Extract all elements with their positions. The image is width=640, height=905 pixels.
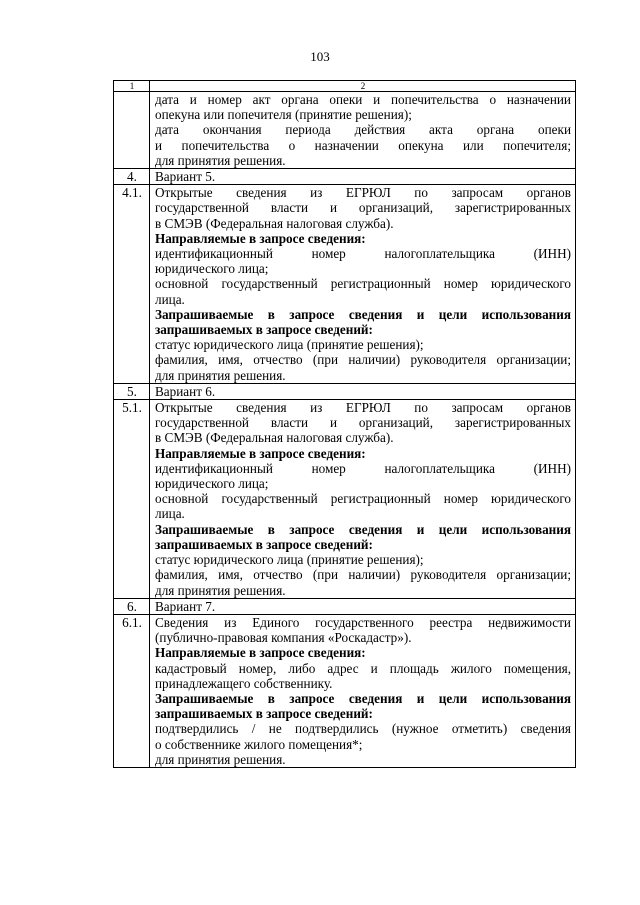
row-content (150, 185, 576, 384)
row-number: 5. (114, 383, 150, 399)
row-number: 6.1. (114, 614, 150, 767)
section-heading-line: Направляемые в запросе сведения: (155, 445, 366, 461)
section-heading-line: запрашиваемых в запросе сведений: (155, 322, 373, 338)
text-line: для принятия решения. (155, 751, 286, 767)
text-line: фамилия, имя, отчество (при наличии) руководителя организации; (155, 567, 571, 583)
text-line: (публично-правовая компания «Роскадастр»). (155, 630, 412, 646)
row-number: 6. (114, 598, 150, 614)
text-line: юридического лица; (155, 476, 269, 492)
text-line: в СМЭВ (Федеральная налоговая служба). (155, 430, 394, 446)
text-line: Вариант 7. (155, 598, 216, 614)
section-heading-line: Направляемые в запросе сведения: (155, 645, 366, 661)
document-table (113, 80, 576, 768)
text-line: лица. (155, 291, 185, 307)
text-line: лица. (155, 506, 185, 522)
row-content (150, 92, 576, 169)
text-line: государственной власти и организаций, зарегистрированных (155, 415, 571, 431)
text-line: принадлежащего собственнику. (155, 675, 333, 691)
text-line: для принятия решения. (155, 582, 286, 598)
row-content (150, 383, 576, 399)
text-line: Вариант 5. (155, 169, 216, 185)
header-col-1: 1 (114, 81, 150, 92)
section-heading-line: Запрашиваемые в запросе сведения и цели использования (155, 306, 571, 322)
text-line: опекуна или попечителя (принятие решения); (155, 107, 412, 123)
text-line: идентификационный номер налогоплательщика (ИНН) (155, 460, 571, 476)
row-content (150, 400, 576, 599)
table-row (114, 169, 576, 185)
row-number (114, 92, 150, 169)
table-row (114, 92, 576, 169)
text-line: статус юридического лица (принятие решения); (155, 337, 424, 353)
text-line: в СМЭВ (Федеральная налоговая служба). (155, 215, 394, 231)
text-line: Открытые сведения из ЕГРЮЛ по запросам органов (155, 400, 571, 416)
text-line: основной государственный регистрационный номер юридического (155, 491, 571, 507)
text-line: Открытые сведения из ЕГРЮЛ по запросам органов (155, 185, 571, 201)
text-line: статус юридического лица (принятие решения); (155, 552, 424, 568)
table-row (114, 614, 576, 767)
section-heading-line: Направляемые в запросе сведения: (155, 230, 366, 246)
text-line: для принятия решения. (155, 367, 286, 383)
text-line: кадастровый номер, либо адрес и площадь жилого помещения, (155, 660, 571, 676)
text-line: Сведения из Единого государственного реестра недвижимости (155, 614, 571, 630)
text-line: основной государственный регистрационный номер юридического (155, 276, 571, 292)
table-row (114, 598, 576, 614)
row-number: 4. (114, 169, 150, 185)
text-line: подтвердились / не подтвердились (нужное отметить) сведения (155, 721, 571, 737)
text-line: и попечительства о назначении опекуна или попечителя; (155, 137, 571, 153)
row-number: 4.1. (114, 185, 150, 384)
text-line: о собственнике жилого помещения*; (155, 736, 363, 752)
text-line: дата и номер акт органа опеки и попечительства о назначении (155, 92, 571, 107)
header-col-2: 2 (150, 81, 576, 92)
text-line: юридического лица; (155, 261, 269, 277)
page-number: 103 (310, 49, 330, 64)
text-line: для принятия решения. (155, 152, 286, 168)
section-heading-line: Запрашиваемые в запросе сведения и цели использования (155, 521, 571, 537)
section-heading-line: запрашиваемых в запросе сведений: (155, 536, 373, 552)
text-line: государственной власти и организаций, зарегистрированных (155, 200, 571, 216)
row-content (150, 614, 576, 767)
text-line: Вариант 6. (155, 383, 216, 399)
row-content (150, 169, 576, 185)
table-row (114, 400, 576, 599)
text-line: дата окончания периода действия акта органа опеки (155, 122, 571, 138)
text-line: идентификационный номер налогоплательщика (ИНН) (155, 246, 571, 262)
row-number: 5.1. (114, 400, 150, 599)
table-header-row (114, 81, 576, 92)
section-heading-line: запрашиваемых в запросе сведений: (155, 706, 373, 722)
section-heading-line: Запрашиваемые в запросе сведения и цели использования (155, 690, 571, 706)
row-content (150, 598, 576, 614)
table-row (114, 383, 576, 399)
table-row (114, 185, 576, 384)
text-line: фамилия, имя, отчество (при наличии) руководителя организации; (155, 352, 571, 368)
